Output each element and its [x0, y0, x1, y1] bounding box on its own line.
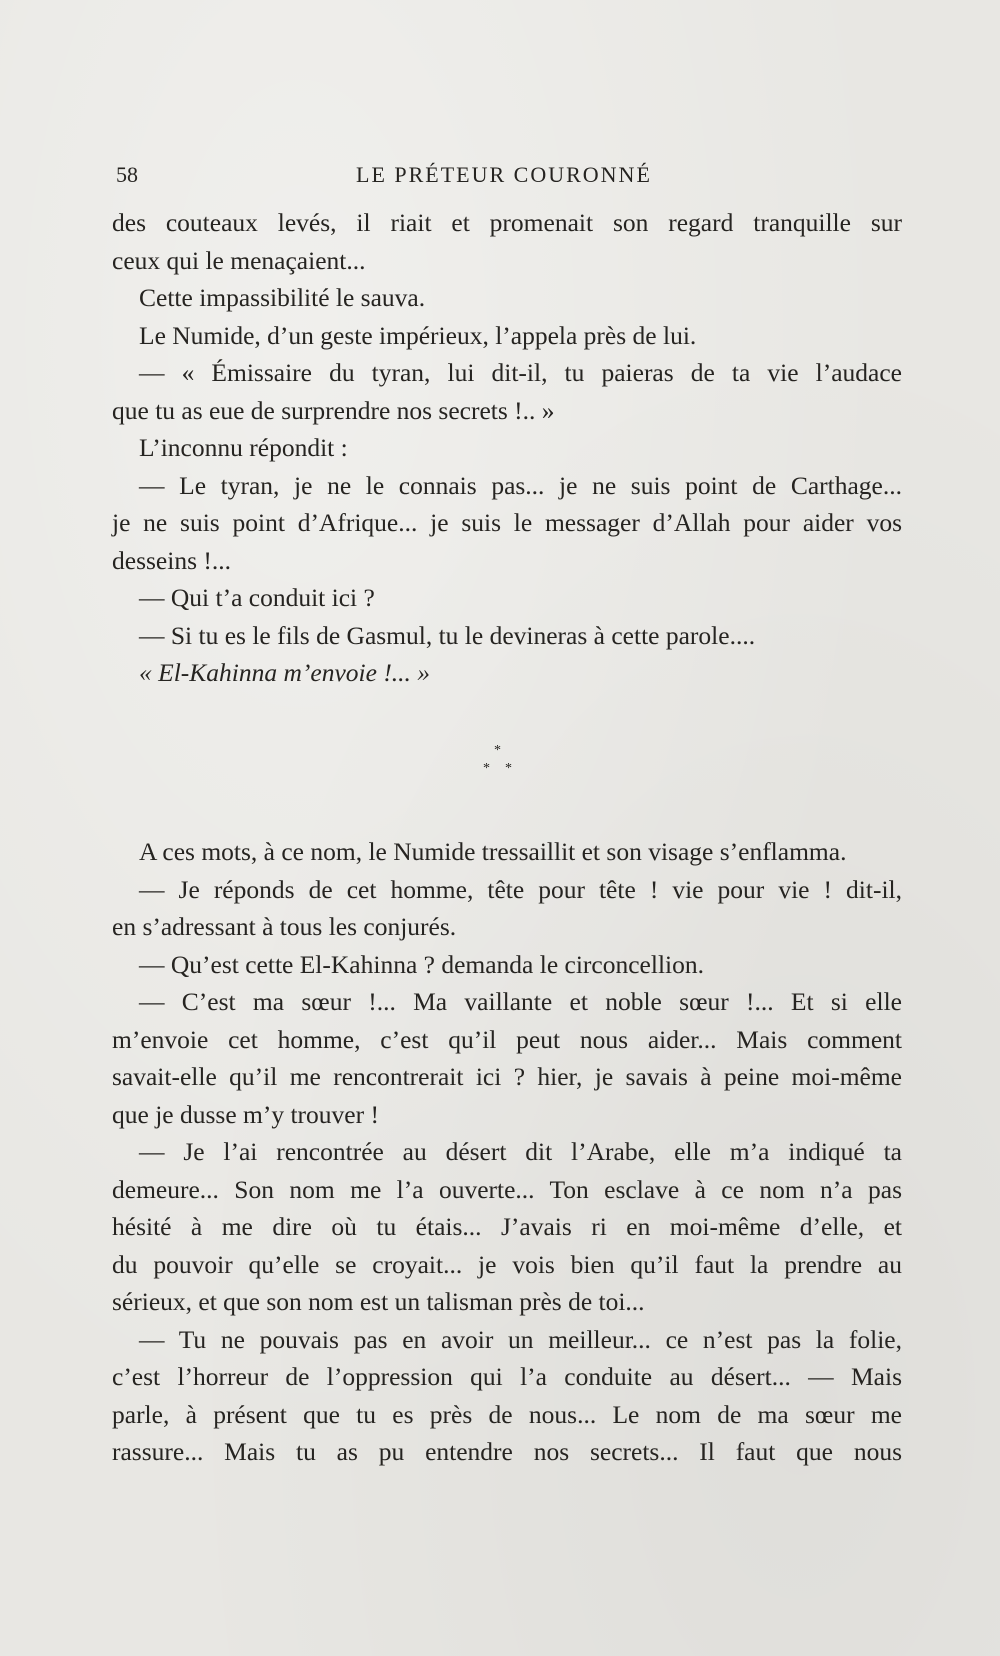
- text-line: — « Émissaire du tyran, lui dit-il, tu paieras de ta vie l’audace: [139, 358, 902, 387]
- text-section-two: [112, 833, 902, 1471]
- text-line: hésité à me dire où tu étais... J’avais ri en moi-même d’elle, et: [112, 1212, 902, 1241]
- separator-star: *: [505, 761, 512, 776]
- text-line: — Le tyran, je ne le connais pas... je ne suis point de Carthage...: [139, 470, 902, 500]
- section-separator: [470, 744, 530, 794]
- text-line: Le Numide, d’un geste impérieux, l’appela près de lui.: [139, 320, 697, 350]
- text-line: m’envoie cet homme, c’est qu’il peut nous aider... Mais comment: [112, 1024, 902, 1054]
- text-line: — Je réponds de cet homme, tête pour tête ! vie pour vie ! dit-il,: [139, 874, 902, 904]
- text-line: que tu as eue de surprendre nos secrets !.. »: [112, 395, 555, 425]
- separator-star: *: [494, 743, 501, 758]
- text-line: demeure... Son nom me l’a ouverte... Ton esclave à ce nom n’a pas: [112, 1174, 902, 1204]
- text-line: — Qui t’a conduit ici ?: [139, 583, 375, 612]
- text-line: Cette impassibilité le sauva.: [139, 283, 426, 312]
- text-line: des couteaux levés, il riait et promenait son regard tranquille sur: [112, 208, 902, 237]
- text-line: — Je l’ai rencontrée au désert dit l’Arabe, elle m’a indiqué ta: [139, 1137, 902, 1166]
- text-line: « El-Kahinna m’envoie !... »: [139, 658, 431, 687]
- page-number: 58: [116, 162, 138, 187]
- separator-star: *: [483, 761, 490, 776]
- text-line: — Qu’est cette El-Kahinna ? demanda le circoncellion.: [139, 949, 705, 979]
- text-section-one: [112, 204, 902, 692]
- text-line: — Tu ne pouvais pas en avoir un meilleur... ce n’est pas la folie,: [139, 1324, 902, 1354]
- text-line: ceux qui le menaçaient...: [112, 245, 366, 275]
- running-title: LE PRÉTEUR COURONNÉ: [356, 162, 652, 187]
- running-header: [116, 162, 906, 192]
- text-line: c’est l’horreur de l’oppression qui l’a conduite au désert... — Mais: [112, 1362, 902, 1391]
- text-line: sérieux, et que son nom est un talisman près de toi...: [112, 1287, 645, 1316]
- text-line: desseins !...: [112, 545, 231, 575]
- text-line: parle, à présent que tu es près de nous... Le nom de ma sœur me: [112, 1399, 902, 1429]
- text-line: rassure... Mais tu as pu entendre nos secrets... Il faut que nous: [112, 1437, 902, 1466]
- text-line: — C’est ma sœur !... Ma vaillante et noble sœur !... Et si elle: [139, 987, 902, 1016]
- text-line: L’inconnu répondit :: [139, 433, 348, 462]
- text-line: A ces mots, à ce nom, le Numide tressaillit et son visage s’enflamma.: [139, 837, 847, 866]
- text-line: que je dusse m’y trouver !: [112, 1099, 379, 1129]
- text-line: du pouvoir qu’elle se croyait... je vois bien qu’il faut la prendre au: [112, 1249, 902, 1279]
- text-line: en s’adressant à tous les conjurés.: [112, 912, 457, 941]
- text-line: savait-elle qu’il me rencontrerait ici ? hier, je savais à peine moi-même: [112, 1062, 902, 1091]
- text-line: — Si tu es le fils de Gasmul, tu le devineras à cette parole....: [139, 620, 756, 650]
- text-line: je ne suis point d’Afrique... je suis le messager d’Allah pour aider vos: [112, 508, 902, 537]
